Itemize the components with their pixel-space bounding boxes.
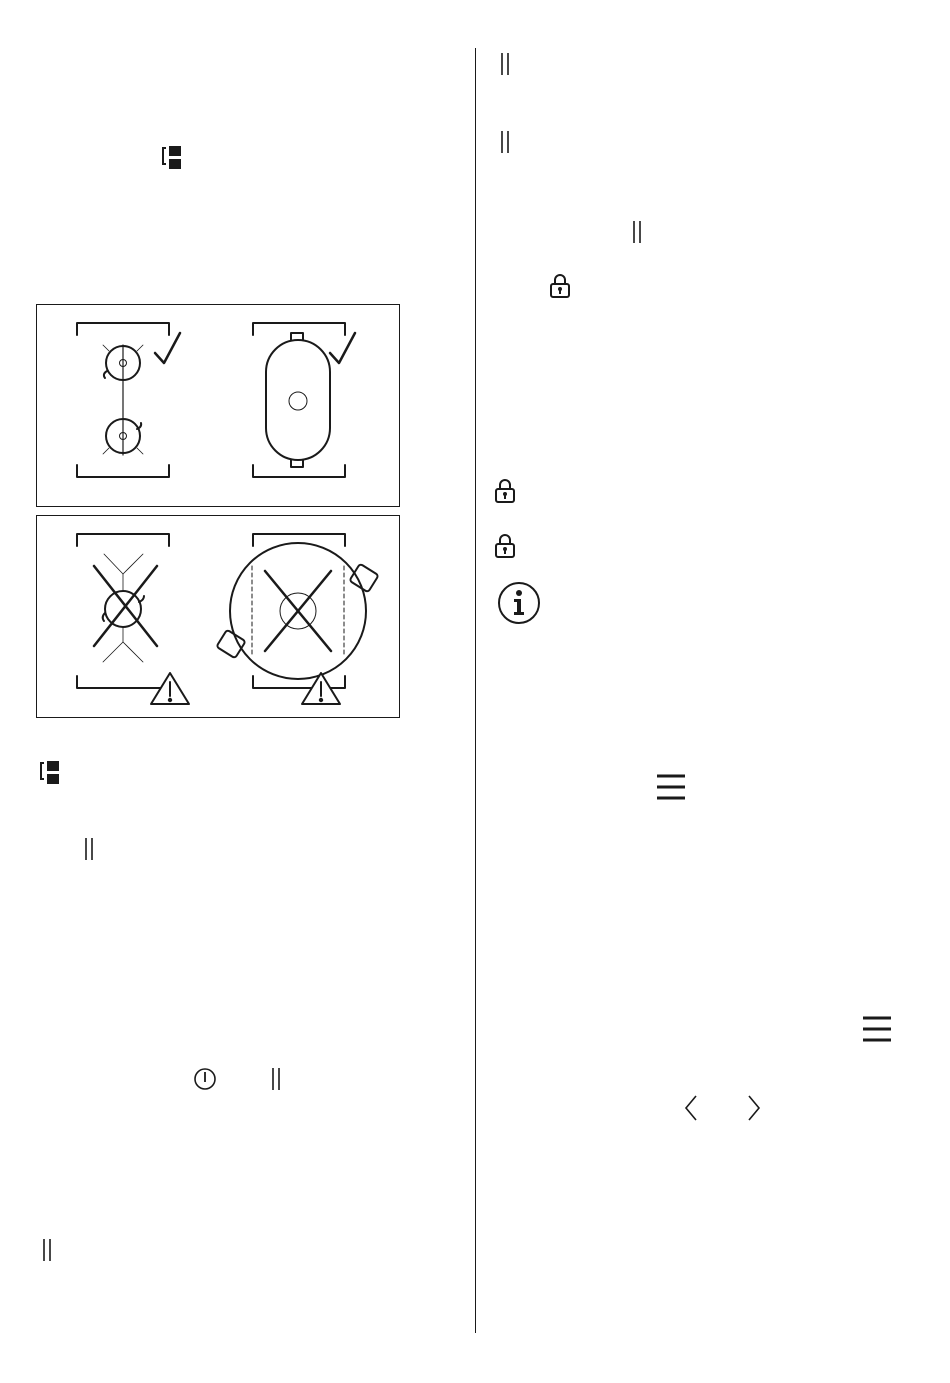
- cookware-incorrect-figure: [36, 515, 400, 718]
- pause-icon: [83, 837, 95, 866]
- pause-icon: [499, 130, 511, 159]
- lock-icon: [494, 533, 516, 564]
- pause-icon: [499, 52, 511, 81]
- pause-icon: [631, 220, 643, 249]
- chevron-left-icon: [684, 1095, 698, 1126]
- chevron-right-icon: [747, 1095, 761, 1126]
- lock-icon: [549, 273, 571, 304]
- cookware-correct-figure: [36, 304, 400, 507]
- cookware-correct-illustration: [37, 305, 401, 508]
- power-icon: [193, 1067, 217, 1096]
- bridge-zone-icon: [38, 760, 60, 791]
- lock-icon: [494, 478, 516, 509]
- column-divider: [475, 48, 476, 1333]
- menu-icon: [655, 773, 687, 806]
- bridge-zone-icon: [160, 145, 182, 176]
- cookware-incorrect-illustration: [37, 516, 401, 719]
- pause-icon: [270, 1067, 282, 1096]
- menu-icon: [861, 1015, 893, 1048]
- pause-icon: [41, 1238, 53, 1267]
- info-icon: [497, 581, 541, 630]
